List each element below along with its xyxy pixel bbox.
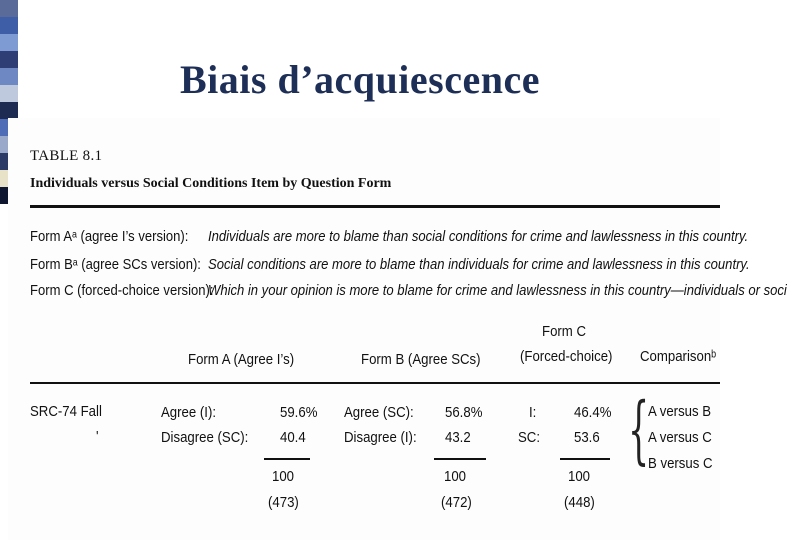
- sum-rule-a: [264, 458, 310, 460]
- row2-c-value: 53.6: [574, 429, 600, 446]
- form-b-label: Form Bᵃ (agree SCs version):: [30, 257, 201, 273]
- count-b: (472): [441, 494, 472, 511]
- row1-a-value: 59.6%: [280, 404, 318, 421]
- strip-square: [0, 102, 18, 119]
- row1-b-value: 56.8%: [445, 404, 483, 421]
- row2-b-value: 43.2: [445, 429, 471, 446]
- comparison-brace: {: [628, 387, 650, 473]
- row2-c-label: SC:: [518, 429, 541, 446]
- strip-square: [0, 34, 18, 51]
- strip-square: [0, 17, 18, 34]
- total-b: 100: [444, 468, 467, 485]
- survey-tick: ': [96, 428, 99, 445]
- sum-rule-c: [560, 458, 610, 460]
- comparison-a-vs-c: A versus C: [648, 429, 712, 446]
- scanned-table: [8, 118, 787, 540]
- form-a-text: Individuals are more to blame than social conditions for crime and lawlessness in this country.: [208, 229, 749, 245]
- count-c: (448): [564, 494, 595, 511]
- table-caption: TABLE 8.1: [30, 148, 103, 164]
- header-form-c-line1: Form C: [542, 323, 586, 340]
- row2-a-value: 40.4: [280, 429, 306, 446]
- total-c: 100: [568, 468, 591, 485]
- comparison-b-vs-c: B versus C: [648, 455, 713, 472]
- header-form-c-line2: (Forced-choice): [520, 348, 613, 365]
- row1-c-value: 46.4%: [574, 404, 612, 421]
- row1-c-label: I:: [529, 404, 537, 421]
- survey-label: SRC-74 Fall: [30, 403, 102, 420]
- header-rule: [30, 382, 720, 384]
- row1-b-label: Agree (SC):: [344, 404, 414, 421]
- total-a: 100: [272, 468, 295, 485]
- form-a-label: Form Aᵃ (agree I’s version):: [30, 229, 189, 245]
- strip-square: [0, 0, 18, 17]
- slide-title: Biais d’acquiescence: [180, 57, 540, 102]
- top-rule: [30, 205, 720, 208]
- form-b-text: Social conditions are more to blame than individuals for crime and lawlessness in this country.: [208, 257, 750, 273]
- row1-a-label: Agree (I):: [161, 404, 217, 421]
- header-form-b: Form B (Agree SCs): [361, 351, 481, 368]
- row2-a-label: Disagree (SC):: [161, 429, 249, 446]
- count-a: (473): [268, 494, 299, 511]
- form-c-text: Which in your opinion is more to blame for crime and lawlessness in this country—individuals or soci: [208, 283, 787, 299]
- header-comparison: Comparisonᵇ: [640, 348, 717, 365]
- row2-b-label: Disagree (I):: [344, 429, 417, 446]
- comparison-a-vs-b: A versus B: [648, 403, 712, 420]
- sum-rule-b: [434, 458, 486, 460]
- table-subtitle: Individuals versus Social Conditions Item by Question Form: [30, 176, 392, 191]
- form-c-label: Form C (forced-choice version):: [30, 283, 214, 299]
- header-form-a: Form A (Agree I’s): [188, 351, 295, 368]
